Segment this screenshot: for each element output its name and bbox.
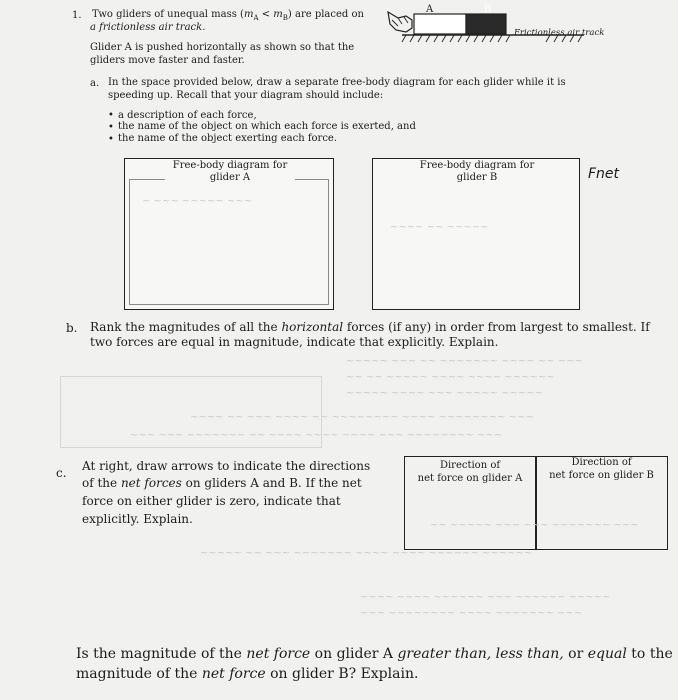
handwritten-fnet: Fnet bbox=[588, 166, 620, 182]
show-through-text: ~~~~ ~~ ~~~~~ bbox=[390, 222, 489, 233]
fbd-box-glider-b[interactable] bbox=[372, 158, 580, 310]
direction-b-answer-cell[interactable] bbox=[539, 491, 665, 546]
glider-b-label: B bbox=[484, 4, 492, 15]
part-c-line4: explicitly. Explain. bbox=[82, 512, 193, 526]
bullet-dot: • bbox=[108, 110, 114, 121]
question-intro-line2: a frictionless air track. bbox=[90, 22, 206, 33]
show-through-text: ~~~~ ~~ ~~~ ~~~~ ~~ ~~~~~~~~ ~~~~ ~~~~~~~~ ~~~ bbox=[190, 412, 534, 423]
fbd-box-b-caption: Free-body diagram for glider B bbox=[407, 160, 547, 184]
show-through-text: ~~ ~~ ~~~~~ ~~~~ ~~~~ ~~~~~~ bbox=[346, 372, 555, 383]
direction-table bbox=[404, 456, 668, 550]
direction-a-answer-cell[interactable] bbox=[407, 491, 533, 546]
show-through-text: ~~ ~~~~~ ~~~ ~~~ ~~~~~~~ ~~~ bbox=[430, 520, 639, 531]
glider-a-label: A bbox=[426, 4, 434, 15]
final-question-line2: magnitude of the net force on glider B? Explain. bbox=[76, 666, 419, 682]
part-c-line2: of the net forces on gliders A and B. If the net bbox=[82, 476, 362, 490]
bullet-1: a description of each force, bbox=[118, 110, 257, 121]
fbd-box-a-caption: Free-body diagram for glider A bbox=[165, 160, 295, 184]
bullet-dot: • bbox=[108, 134, 114, 145]
part-c-line1: At right, draw arrows to indicate the directions bbox=[82, 459, 371, 473]
show-through-text: ~~~~~ ~~~ ~~ ~~~~~~~ ~~~~ ~~ ~~~ bbox=[346, 356, 583, 367]
part-c-letter: c. bbox=[56, 466, 67, 480]
question-intro-line4: gliders move faster and faster. bbox=[90, 55, 245, 66]
pushing-hand-icon bbox=[388, 12, 412, 32]
fbd-box-glider-a[interactable] bbox=[124, 158, 334, 310]
question-intro-line1: Two gliders of unequal mass $(m_A < m_B)$ are placed on bbox=[92, 9, 364, 22]
part-a-line2: speeding up. Recall that your diagram should include: bbox=[108, 90, 384, 101]
part-c-line3: force on either glider is zero, indicate that bbox=[82, 494, 341, 508]
track-label: Frictionless air track bbox=[514, 28, 605, 38]
part-b-line2: two forces are equal in magnitude, indicate that explicitly. Explain. bbox=[90, 335, 499, 349]
bullet-dot: • bbox=[108, 122, 114, 133]
show-through-text: ~ ~~~ ~~~~~ ~~~ bbox=[142, 196, 253, 207]
question-number: 1. bbox=[72, 10, 82, 21]
direction-b-header: Direction of net force on glider B bbox=[549, 457, 654, 481]
show-through-text: ~~~ ~~~ ~~~~~~~ ~~ ~~~~ ~~~~ ~~~~ ~~~ ~~~~~~~~ ~~~ bbox=[130, 430, 503, 441]
show-through-text: ~~~ ~~~~~~~~ ~~~~ ~~~~~~~ ~~~ bbox=[360, 608, 583, 619]
final-question-line1: Is the magnitude of the net force on glider A greater than, less than, or equal to the bbox=[76, 646, 673, 662]
glider-figure bbox=[384, 2, 599, 50]
direction-a-header: Direction of net force on glider A bbox=[417, 460, 523, 484]
show-through-text: ~~~~ ~~~~ ~~~~~~ ~~~ ~~~~~~ ~~~~~ bbox=[360, 592, 611, 603]
show-through-text: ~~~~~ ~~ ~~~ ~~~~~~~ ~~~~ ~~~~ ~~~~~~ ~~~~~~ bbox=[200, 548, 533, 559]
glider-b-shape bbox=[466, 14, 506, 34]
part-b-letter: b. bbox=[66, 321, 78, 335]
part-a-letter: a. bbox=[90, 78, 100, 89]
bullet-3: the name of the object exerting each force. bbox=[118, 133, 338, 144]
show-through-text: ~~~~~ ~~~~ ~~~ ~~~~~ ~~~~~ bbox=[346, 388, 544, 399]
part-a-line1: In the space provided below, draw a separate free-body diagram for each glider while it is bbox=[108, 77, 566, 88]
part-b-line1: Rank the magnitudes of all the horizontal forces (if any) in order from largest to smallest. If bbox=[90, 320, 650, 334]
question-intro-line3: Glider A is pushed horizontally as shown so that the bbox=[90, 42, 355, 53]
glider-a-shape bbox=[414, 14, 466, 34]
bullet-2: the name of the object on which each force is exerted, and bbox=[118, 121, 416, 132]
